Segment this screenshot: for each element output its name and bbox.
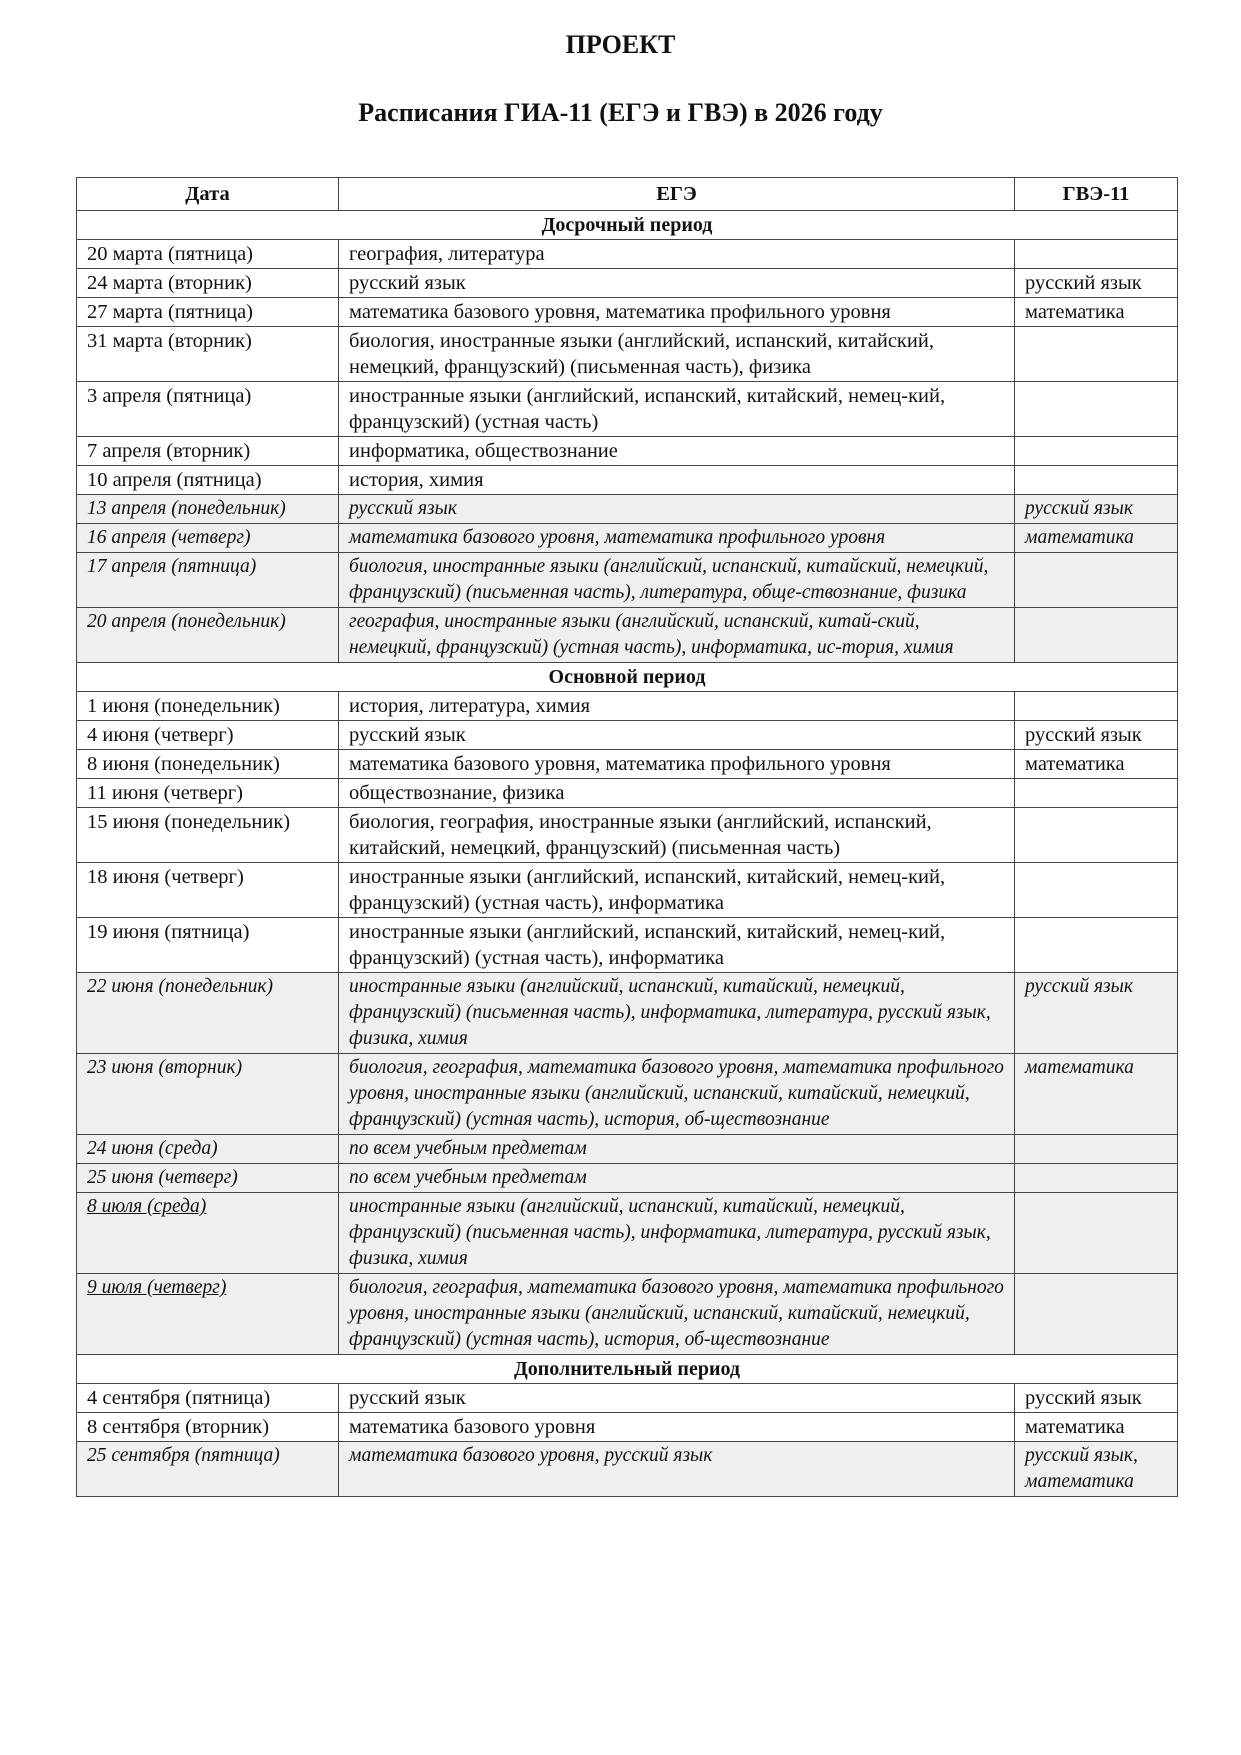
period-header-row: [77, 663, 1178, 692]
exam-date-cell: 4 сентября (пятница): [77, 1384, 339, 1413]
exam-date-cell: 25 сентября (пятница): [77, 1442, 339, 1497]
ege-subjects-cell: по всем учебным предметам: [339, 1135, 1015, 1164]
ege-subjects-cell: обществознание, физика: [339, 779, 1015, 808]
gve-subjects-cell: [1015, 1274, 1178, 1355]
table-row: [77, 1135, 1178, 1164]
ege-subjects-cell: география, литература: [339, 240, 1015, 269]
gve-subjects-cell: [1015, 918, 1178, 973]
gve-subjects-cell: [1015, 779, 1178, 808]
exam-date-cell: 15 июня (понедельник): [77, 808, 339, 863]
exam-date-text: 9 июля (четверг): [87, 1277, 227, 1298]
schedule-body: [77, 211, 1178, 1497]
ege-subjects-cell: по всем учебным предметам: [339, 1164, 1015, 1193]
ege-subjects-cell: биология, география, иностранные языки (английский, испанский, китайский, немецкий, французский) (письменная часть): [339, 808, 1015, 863]
gve-subjects-cell: [1015, 1193, 1178, 1274]
ege-subjects-cell: иностранные языки (английский, испанский, китайский, немец-кий, французский) (устная часть), информатика: [339, 918, 1015, 973]
ege-subjects-cell: русский язык: [339, 495, 1015, 524]
exam-date-cell: 13 апреля (понедельник): [77, 495, 339, 524]
ege-subjects-cell: география, иностранные языки (английский, испанский, китай-ский, немецкий, французский) (устная часть), информатика, ис-тория, химия: [339, 608, 1015, 663]
exam-date-cell: 23 июня (вторник): [77, 1054, 339, 1135]
ege-subjects-cell: математика базового уровня, математика профильного уровня: [339, 524, 1015, 553]
ege-subjects-cell: иностранные языки (английский, испанский, китайский, немецкий, французский) (письменная часть), информатика, литература, русский язык, физика, химия: [339, 1193, 1015, 1274]
gve-subjects-cell: математика: [1015, 750, 1178, 779]
table-row: [77, 269, 1178, 298]
table-header-row: [77, 178, 1178, 211]
ege-subjects-cell: информатика, обществознание: [339, 437, 1015, 466]
gve-subjects-cell: русский язык: [1015, 1384, 1178, 1413]
table-row: [77, 240, 1178, 269]
header-gve: ГВЭ-11: [1015, 178, 1178, 211]
exam-date-cell: 25 июня (четверг): [77, 1164, 339, 1193]
document-title: ПРОЕКТ: [565, 30, 676, 59]
table-row: [77, 1164, 1178, 1193]
ege-subjects-cell: математика базового уровня, математика профильного уровня: [339, 298, 1015, 327]
table-row: [77, 466, 1178, 495]
ege-subjects-cell: математика базового уровня, математика профильного уровня: [339, 750, 1015, 779]
table-row: [77, 1054, 1178, 1135]
table-row: [77, 1442, 1178, 1497]
exam-date-cell: 22 июня (понедельник): [77, 973, 339, 1054]
ege-subjects-cell: русский язык: [339, 1384, 1015, 1413]
table-row: [77, 808, 1178, 863]
period-label: Основной период: [77, 663, 1178, 692]
gve-subjects-cell: русский язык, математика: [1015, 1442, 1178, 1497]
header-date: Дата: [77, 178, 339, 211]
document-subtitle: Расписания ГИА-11 (ЕГЭ и ГВЭ) в 2026 году: [358, 98, 883, 127]
ege-subjects-cell: история, химия: [339, 466, 1015, 495]
ege-subjects-cell: биология, география, математика базового уровня, математика профильного уровня, иностранные языки (английский, испанский, китайский, немецкий, французский) (устная часть), история, об-ществознание: [339, 1274, 1015, 1355]
ege-subjects-cell: история, литература, химия: [339, 692, 1015, 721]
gve-subjects-cell: [1015, 608, 1178, 663]
table-row: [77, 608, 1178, 663]
table-row: [77, 495, 1178, 524]
table-row: [77, 918, 1178, 973]
table-row: [77, 779, 1178, 808]
table-row: [77, 973, 1178, 1054]
exam-date-cell: 31 марта (вторник): [77, 327, 339, 382]
gve-subjects-cell: [1015, 808, 1178, 863]
exam-date-cell: 27 марта (пятница): [77, 298, 339, 327]
gve-subjects-cell: [1015, 1164, 1178, 1193]
ege-subjects-cell: математика базового уровня: [339, 1413, 1015, 1442]
exam-date-cell: 3 апреля (пятница): [77, 382, 339, 437]
table-row: [77, 692, 1178, 721]
exam-date-cell: 24 марта (вторник): [77, 269, 339, 298]
gve-subjects-cell: [1015, 466, 1178, 495]
gve-subjects-cell: [1015, 1135, 1178, 1164]
gve-subjects-cell: [1015, 327, 1178, 382]
period-label: Дополнительный период: [77, 1355, 1178, 1384]
table-row: [77, 863, 1178, 918]
exam-date-cell: 19 июня (пятница): [77, 918, 339, 973]
table-row: [77, 327, 1178, 382]
gve-subjects-cell: математика: [1015, 1054, 1178, 1135]
gve-subjects-cell: русский язык: [1015, 973, 1178, 1054]
table-row: [77, 1413, 1178, 1442]
exam-date-cell: [77, 1193, 339, 1274]
table-row: [77, 437, 1178, 466]
ege-subjects-cell: биология, иностранные языки (английский, испанский, китайский, немецкий, французский) (письменная часть), литература, обще-ствознание, физика: [339, 553, 1015, 608]
period-header-row: [77, 1355, 1178, 1384]
ege-subjects-cell: русский язык: [339, 269, 1015, 298]
table-row: [77, 750, 1178, 779]
table-row: [77, 524, 1178, 553]
exam-date-cell: [77, 1274, 339, 1355]
table-row: [77, 721, 1178, 750]
exam-date-cell: 17 апреля (пятница): [77, 553, 339, 608]
gve-subjects-cell: [1015, 863, 1178, 918]
gve-subjects-cell: [1015, 437, 1178, 466]
exam-date-text: 8 июля (среда): [87, 1196, 207, 1217]
ege-subjects-cell: биология, география, математика базового уровня, математика профильного уровня, иностранные языки (английский, испанский, китайский, немецкий, французский) (устная часть), история, об-ществознание: [339, 1054, 1015, 1135]
gve-subjects-cell: математика: [1015, 298, 1178, 327]
gve-subjects-cell: [1015, 553, 1178, 608]
period-label: Досрочный период: [77, 211, 1178, 240]
table-row: [77, 553, 1178, 608]
exam-date-cell: 18 июня (четверг): [77, 863, 339, 918]
gve-subjects-cell: русский язык: [1015, 721, 1178, 750]
exam-date-cell: 8 сентября (вторник): [77, 1413, 339, 1442]
exam-date-cell: 7 апреля (вторник): [77, 437, 339, 466]
period-header-row: [77, 211, 1178, 240]
gve-subjects-cell: русский язык: [1015, 495, 1178, 524]
table-row: [77, 1274, 1178, 1355]
schedule-table: [76, 177, 1178, 1497]
exam-date-cell: 20 апреля (понедельник): [77, 608, 339, 663]
exam-date-cell: 8 июня (понедельник): [77, 750, 339, 779]
ege-subjects-cell: математика базового уровня, русский язык: [339, 1442, 1015, 1497]
ege-subjects-cell: иностранные языки (английский, испанский, китайский, немец-кий, французский) (устная часть): [339, 382, 1015, 437]
ege-subjects-cell: русский язык: [339, 721, 1015, 750]
exam-date-cell: 20 марта (пятница): [77, 240, 339, 269]
gve-subjects-cell: русский язык: [1015, 269, 1178, 298]
exam-date-cell: 11 июня (четверг): [77, 779, 339, 808]
gve-subjects-cell: математика: [1015, 524, 1178, 553]
ege-subjects-cell: иностранные языки (английский, испанский, китайский, немец-кий, французский) (устная часть), информатика: [339, 863, 1015, 918]
exam-date-cell: 16 апреля (четверг): [77, 524, 339, 553]
exam-date-cell: 24 июня (среда): [77, 1135, 339, 1164]
table-row: [77, 298, 1178, 327]
gve-subjects-cell: [1015, 382, 1178, 437]
gve-subjects-cell: математика: [1015, 1413, 1178, 1442]
exam-date-cell: 10 апреля (пятница): [77, 466, 339, 495]
ege-subjects-cell: иностранные языки (английский, испанский, китайский, немецкий, французский) (письменная часть), информатика, литература, русский язык, физика, химия: [339, 973, 1015, 1054]
exam-date-cell: 4 июня (четверг): [77, 721, 339, 750]
ege-subjects-cell: биология, иностранные языки (английский, испанский, китайский, немецкий, французский) (письменная часть), физика: [339, 327, 1015, 382]
table-row: [77, 382, 1178, 437]
header-ege: ЕГЭ: [339, 178, 1015, 211]
table-row: [77, 1384, 1178, 1413]
gve-subjects-cell: [1015, 240, 1178, 269]
gve-subjects-cell: [1015, 692, 1178, 721]
table-row: [77, 1193, 1178, 1274]
exam-date-cell: 1 июня (понедельник): [77, 692, 339, 721]
